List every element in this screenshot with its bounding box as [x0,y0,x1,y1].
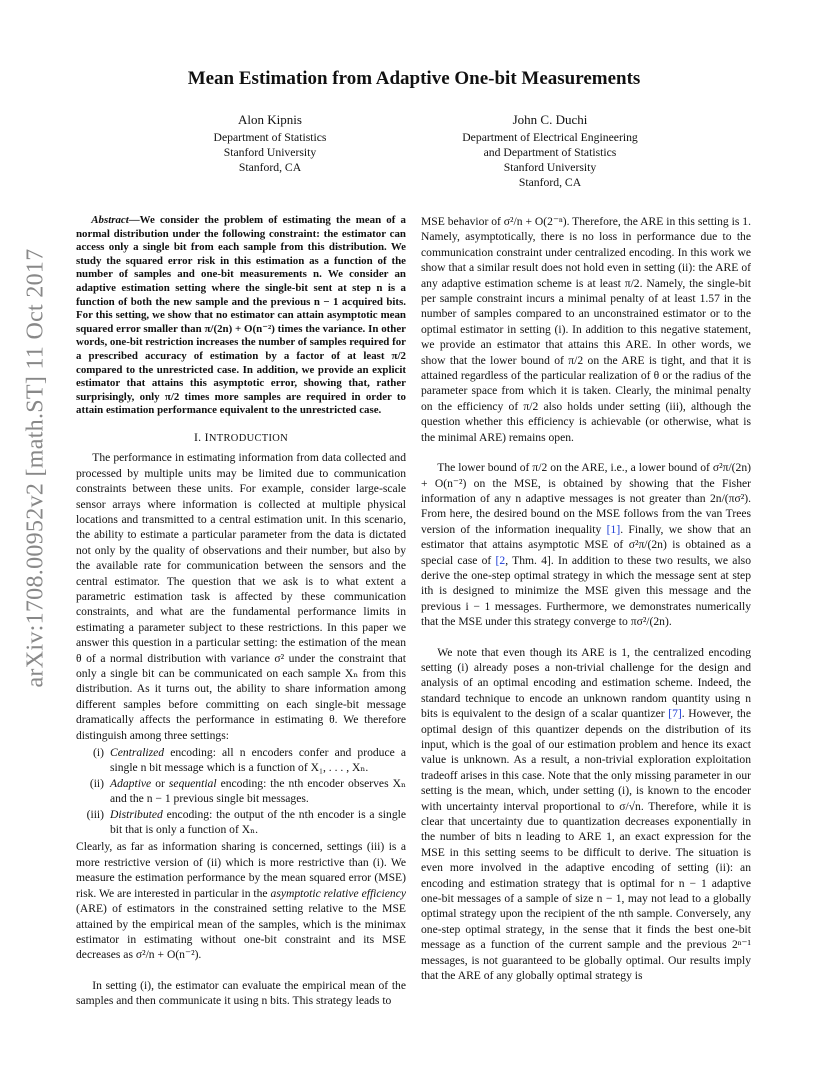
list-item-label: (iii) [86,807,104,821]
paragraph-text: The lower bound of π/2 on the ARE, i.e., a lower bound of σ²π/(2n) + O(n⁻²) on the MSE, is obtained by showing that the Fisher information of any n adaptive messages is not greater than 2n/(πσ²). From here, the desired bound on the MSE follows from the van Trees version of the information inequality [421,461,751,536]
section-heading-introduction [76,430,406,446]
author-block-1 [160,112,380,175]
abstract [76,214,406,418]
paragraph-text: Clearly, as far as information sharing is concerned, settings (iii) is a more restrictive version of (ii) which is more restrictive than (i). We measure the estimation performance by the mean squared error (MSE) risk. We are interested in particular in the [76,840,406,900]
emphasis-text: asymptotic relative efficiency [270,886,406,900]
list-item [76,745,406,776]
setting-text: encoding: the output of the nth encoder is a single bit that is only a function of Xₙ. [110,807,406,837]
paragraph-text: . Finally, we show that an estimator that attains asymptotic MSE of σ²π/(2n) is obtained as a special case of [421,522,752,567]
author-block-2 [410,112,690,190]
setting-text: encoding: the nth encoder observes Xₙ and the n − 1 previous single bit messages. [110,776,406,806]
arxiv-sidebar [14,248,58,688]
setting-text: encoding: all n encoders confer and produce a single n bit message which is a function of X₁, . . . , Xₙ. [110,746,406,775]
author-affiliation: Department of Electrical Engineering [462,131,638,144]
intro-paragraph-3: In setting (i), the estimator can evaluate the empirical mean of the samples and then communicate it using n bits. This strategy leads to [76,978,406,1008]
setting-term: Adaptive [110,776,152,790]
author-name: Alon Kipnis [238,112,302,127]
list-item-label: (i) [93,746,104,760]
author-affiliation: Stanford, CA [238,161,302,174]
intro-paragraph-2 [76,839,406,962]
right-paragraph-1: MSE behavior of σ²/n + O(2⁻ⁿ). Therefore, the ARE in this setting is 1. Namely, asymptotically, there is no loss in performance due to the communication constraint under centralized encoding. In this work we show that a similar result does not hold even in setting (ii): the ARE of any adaptive estimation scheme is at least π/2. Namely, the single-bit per sample constraint incurs a minimal penalty of at least 1.57 in the number of samples compared to an unconstrained estimator or to the optimal estimator in setting (i). In addition to this negative statement, we provide an estimator that attains this ARE. In other words, we show that the lower bound of π/2 on the ARE is tight, and that it is attained regardless of the particular realization of θ or the radius of the parameter space from which it is taken. Clearly, the minimal penalty on the efficiency of π/2 also holds under setting (iii), although the question whether this efficiency is achievable (or otherwise, what is the minimal ARE) remains open. [421,215,751,444]
citation-link[interactable]: [7] [668,707,682,721]
paragraph-text: , Thm. 4]. In addition to these two results, we also derive the one-step optimal strategy in which the message sent at step ith is designed to minimize the MSE given this message and the previous i − 1 messages. Furthermore, we demonstrates numerically that the MSE under this strategy converge to πσ²/(2n). [421,553,751,629]
author-affiliation: Stanford University [503,161,597,174]
author-affiliation: Stanford University [223,146,317,159]
citation-link[interactable]: [1] [606,522,621,536]
setting-term-alt: sequential [168,776,217,790]
paragraph-text: (ARE) of estimators in the constrained setting relative to the MSE attained by the empirical mean of the samples, which is the minimax estimator in estimating without one-bit constraint and its MSE decreases as σ²/n + O(n⁻²). [76,902,406,962]
left-column [76,214,406,1009]
list-item [76,807,406,838]
paragraph-text: We note that even though its ARE is 1, the centralized encoding setting (i) already poses a non-trivial challenge for the design and analysis of an optimal encoding and estimation scheme. Indeed, the standard technique to encode an unknown random quantity using n bits is equivalent to the design of a scalar quantizer [421,645,751,721]
setting-term: Distributed [110,807,163,821]
section-title-initial: I [204,429,209,444]
setting-term: Centralized [110,746,165,760]
setting-conjunction: or [151,776,169,790]
list-item [76,776,406,807]
author-name: John C. Duchi [512,112,588,127]
author-affiliation: Stanford, CA [518,176,582,189]
section-title-rest: NTRODUCTION [208,432,289,444]
right-paragraph-2 [421,460,751,629]
right-paragraph-3 [421,645,751,984]
author-affiliation: and Department of Statistics [483,146,617,159]
list-item-label: (ii) [89,776,104,790]
abstract-text: —We consider the problem of estimating the mean of a normal distribution under the following constraint: the estimator can access only a single bit from each sample from this distribution. We study the squared error risk in this estimation as a function of the number of samples and one-bit measurements n. We consider an adaptive estimation setting where the single-bit sent at step n is a function of both the new sample and the previous n − 1 acquired bits. For this setting, we show that no estimator can attain asymptotic mean squared error smaller than π/(2n) + O(n⁻²) times the variance. In other words, one-bit restriction increases the number of samples required for a prescribed accuracy of estimation by a factor of at least π/2 compared to the unrestricted case. In addition, we provide an explicit estimator that attains this asymptotic error, showing that, rather surprisingly, only π/2 times more samples are required in order to attain estimation performance equivalent to the unrestricted case. [76,214,406,417]
abstract-label: Abstract [91,214,129,226]
settings-list [76,745,406,837]
section-number: I. [193,429,202,444]
arxiv-identifier: arXiv:1708.00952v2 [math.ST] 11 Oct 2017 [22,248,49,688]
citation-link[interactable]: [2 [495,553,506,567]
right-column [421,214,751,984]
author-affiliation: Department of Statistics [213,131,327,144]
paragraph-text: . However, the optimal design of this quantizer depends on the distribution of its input, which is the goal of our estimation problem and hence its exact value is unknown. As a result, a non-trivial exploration exploitation tradeoff arises in this case. Note that the only missing parameter in our setting is the mean, which, under setting (i), is known to the encoder with uncertainty interval proportional to σ/√n. Therefore, while it is clear that uncertainty due to quantization decreases exponentially in the number of bits n leading to ARE 1, an exact expression for the MSE in this setting seems to be difficult to derive. The situation is even more involved in the adaptive encoding of setting (ii): an encoding and estimation strategy that is optimal for n − 1 adaptive one-bit messages of a sample of size n − 1, may not lead to a globally optimal strategy upon the recipient of the nth sample. Conversely, any one-step optimal strategy, in the sense that it finds the best one-bit message as a function of the current sample and the previous 2ⁿ⁻¹ messages, is not guaranteed to be globally optimal. Our results imply that the ARE of any globally optimal strategy is [421,707,751,983]
intro-paragraph-1: The performance in estimating information from data collected and processed by multiple units may be limited due to communication constraints between these units. For example, consider large-scale sensor arrays where information is collected at multiple physical locations and transmitted to a central estimation unit. In this scenario, the ability to estimate a particular parameter from the data is dictated not only by the quality of observations and their number, but also by the available rate for communication between the sensors and the central estimator. The question that we ask is to what extent a parametric estimation task is affected by these communication constraints, and what are the fundamental performance limits in estimating a parameter subject to these restrictions. In this paper we answer this question in a particular setting: the estimation of the mean θ of a normal distribution with variance σ² under the constraint that only a single bit can be communicated on each sample Xₙ from this distribution. As it turns out, the ability to share information among different samples before committing on each single-bit message dramatically affects the performance in estimating θ. We therefore distinguish among three settings: [76,451,406,742]
paper-title: Mean Estimation from Adaptive One-bit Measurements [187,68,641,89]
